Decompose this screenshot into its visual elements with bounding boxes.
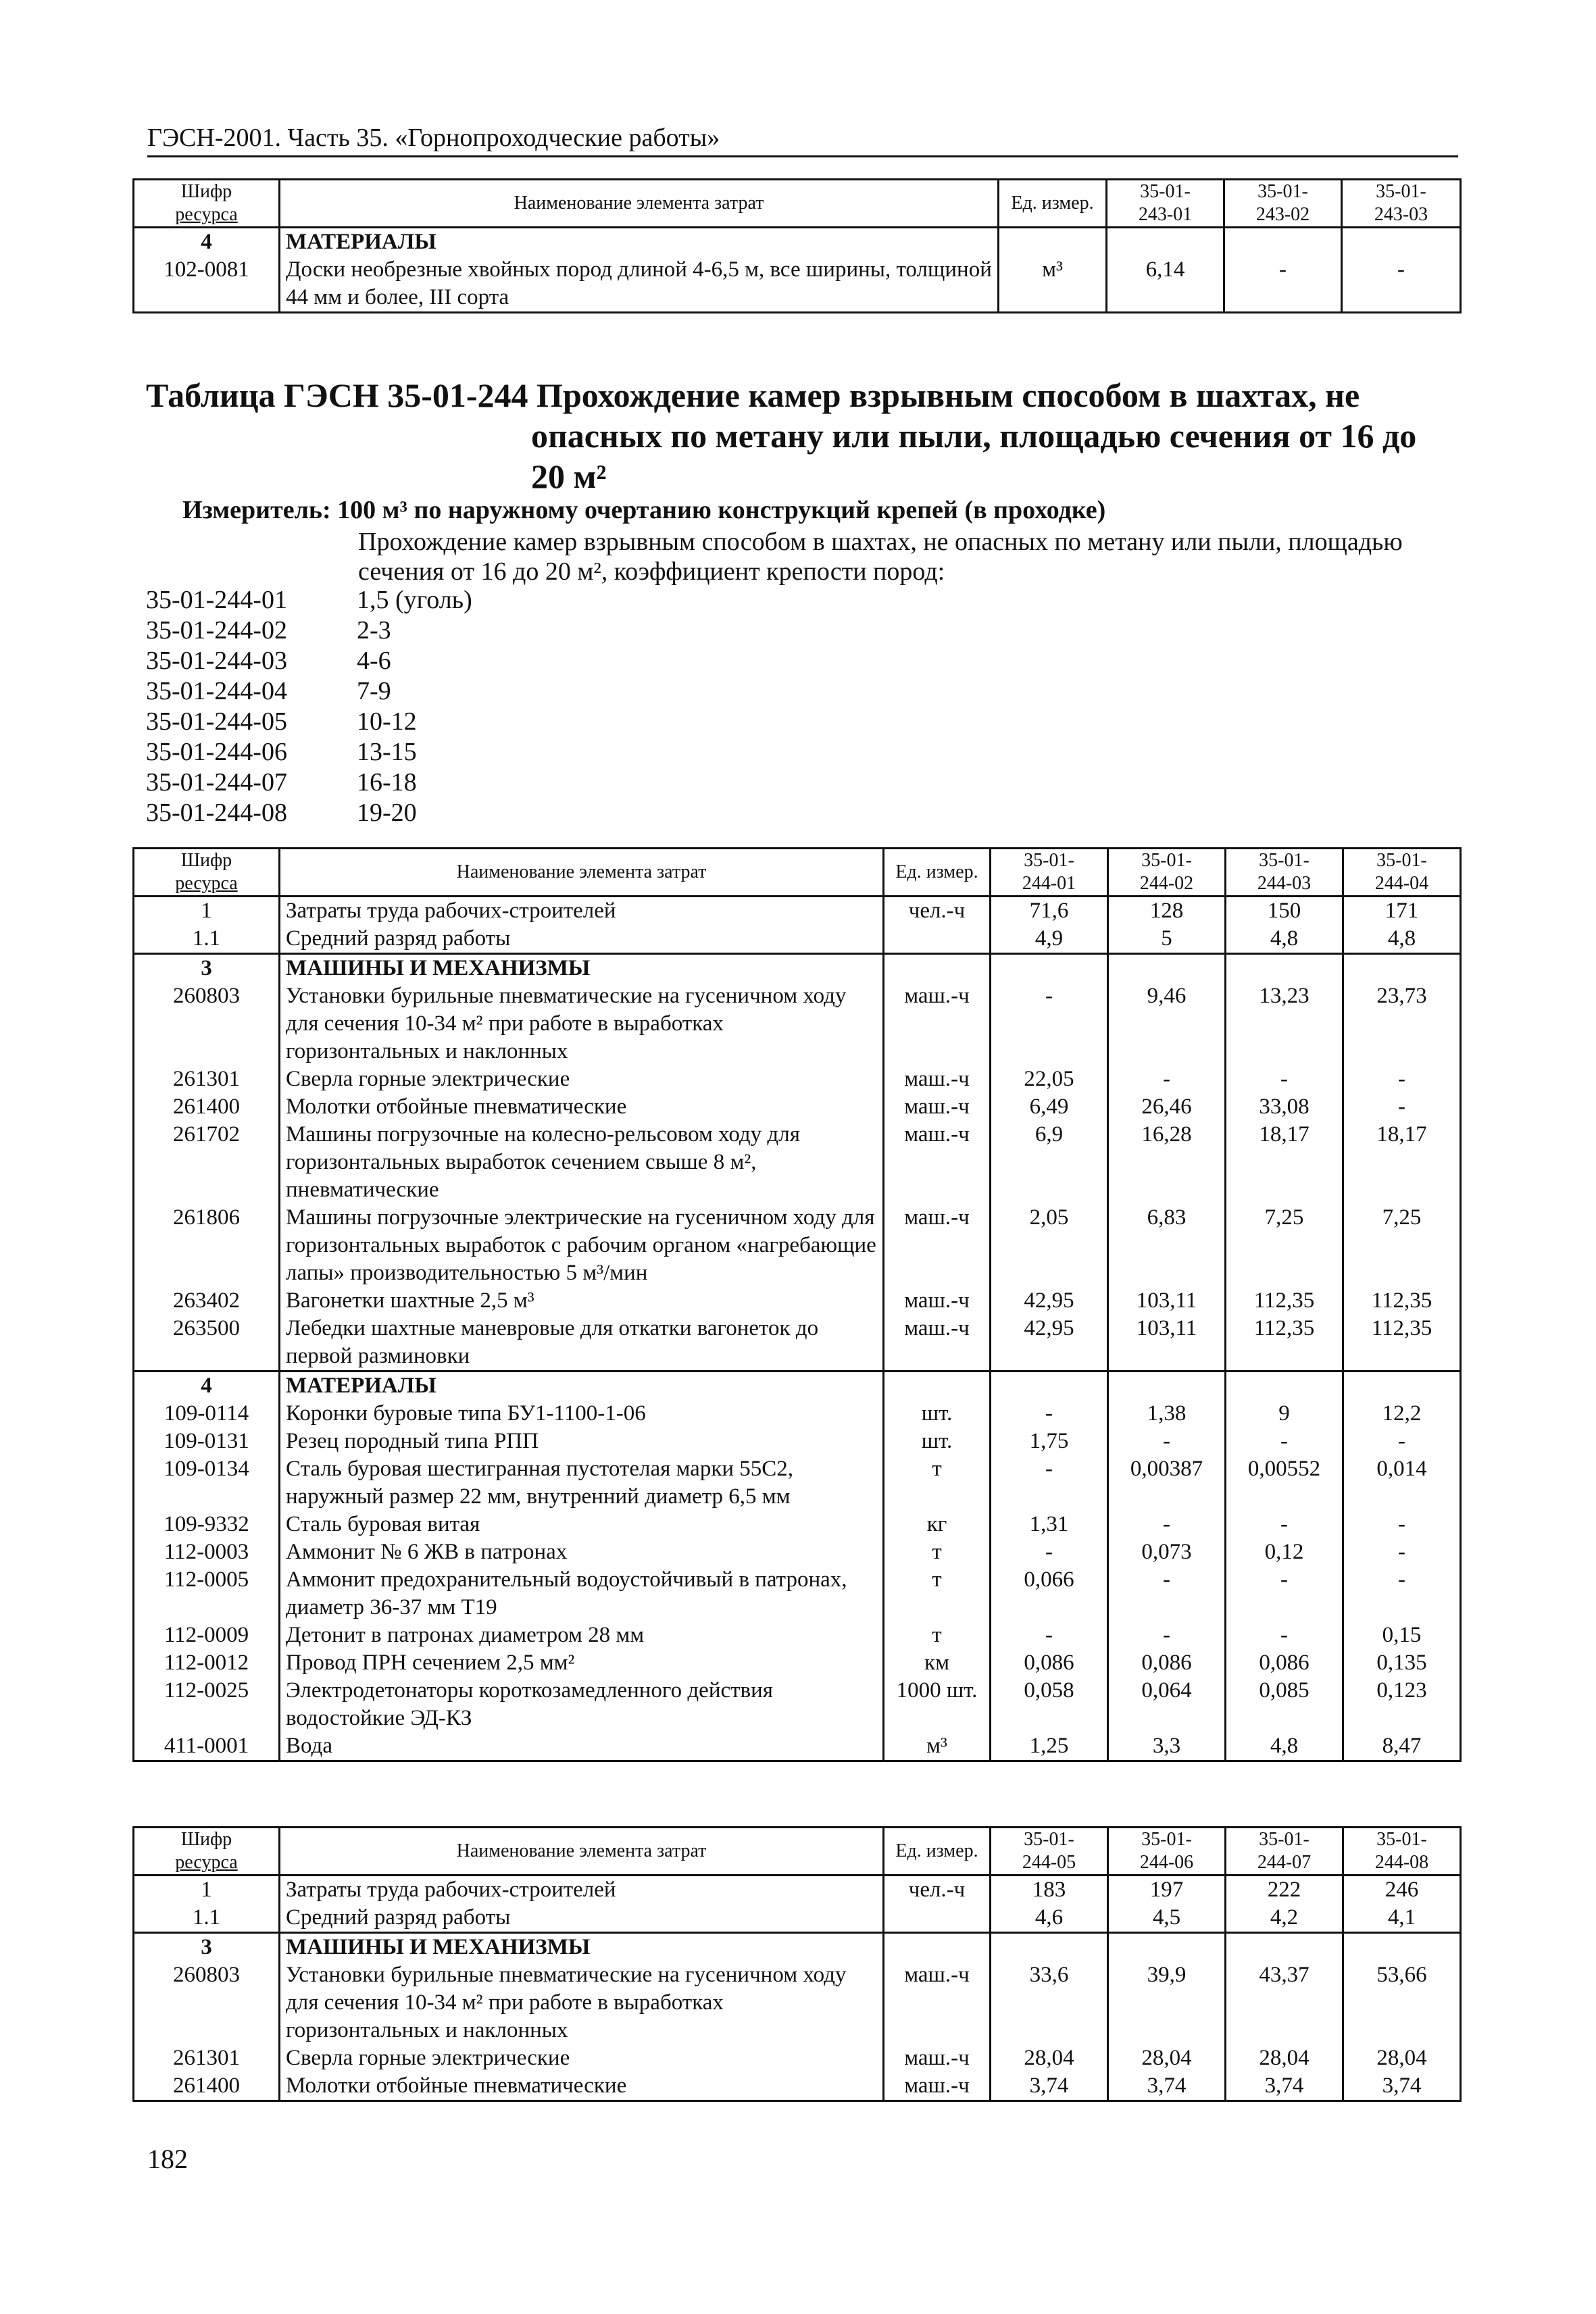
unit: маш.-ч: [884, 1204, 991, 1287]
value-cell: 39,9: [1108, 1961, 1226, 2044]
value-cell: 7,25: [1343, 1204, 1461, 1287]
resource-code: 260803: [134, 982, 280, 1065]
unit: [884, 1372, 991, 1401]
value-cell: [991, 954, 1108, 983]
unit: [884, 1904, 991, 1933]
col-header-variant: 35-01- 244-06: [1108, 1828, 1226, 1876]
value-cell: 0,12: [1226, 1538, 1343, 1566]
resource-code: 109-9332: [134, 1511, 280, 1538]
value-cell: -: [1108, 1428, 1226, 1455]
table-row: [134, 256, 1461, 313]
table-header-row: [134, 1828, 1461, 1876]
col-header-unit: Ед. измер.: [999, 180, 1107, 228]
value-cell: 43,37: [1226, 1961, 1343, 2044]
table-title-line2: опасных по метану или пыли, площадью сечения от 16 до 20 м²: [531, 417, 1417, 495]
measurer: Измеритель: 100 м³ по наружному очертанию конструкций крепей (в проходке): [182, 496, 1106, 524]
value-cell: 0,058: [991, 1677, 1108, 1732]
resource-code: 112-0005: [134, 1566, 280, 1621]
table-header-row: [134, 849, 1461, 897]
value-cell: -: [991, 982, 1108, 1065]
unit: чел.-ч: [884, 897, 991, 926]
resource-name: Установки бурильные пневматические на гусеничном ходу для сечения 10-34 м² при работе в выработках горизонтальных и наклонных: [280, 982, 884, 1065]
variant-code: 35-01-244-04: [146, 677, 287, 705]
resource-name: Машины погрузочные электрические на гусеничном ходу для горизонтальных выработок с рабочим органом «нагребающие лапы» производительностью 5 м³/мин: [280, 1204, 884, 1287]
value-cell: 4,8: [1226, 1732, 1343, 1761]
resource-name: Аммонит № 6 ЖВ в патронах: [280, 1538, 884, 1566]
unit: маш.-ч: [884, 1093, 991, 1121]
value-cell: -: [1226, 1428, 1343, 1455]
value-cell: 128: [1108, 897, 1226, 926]
variant-item: [146, 798, 472, 828]
resource-name: Электродетонаторы короткозамедленного действия водостойкие ЭД-КЗ: [280, 1677, 884, 1732]
value-cell: 3,74: [1108, 2072, 1226, 2101]
value-cell: -: [991, 1538, 1108, 1566]
resource-name: Резец породный типа РПП: [280, 1428, 884, 1455]
value-cell: 4,5: [1108, 1904, 1226, 1933]
variant-item: [146, 646, 472, 676]
resource-code: 109-0114: [134, 1400, 280, 1428]
value-cell: 1,31: [991, 1511, 1108, 1538]
unit: м³: [999, 256, 1107, 313]
variant-item: [146, 768, 472, 798]
variant-code: 35-01-244-02: [146, 616, 287, 645]
value-cell: 0,135: [1343, 1649, 1461, 1677]
unit: маш.-ч: [884, 1121, 991, 1204]
resource-code: 109-0134: [134, 1455, 280, 1511]
resource-code: 102-0081: [134, 256, 280, 313]
variant-item: [146, 585, 472, 615]
resource-name: Средний разряд работы: [280, 925, 884, 954]
value-cell: 53,66: [1343, 1961, 1461, 2044]
variants-list: [146, 585, 472, 828]
resource-name: МАТЕРИАЛЫ: [280, 1372, 884, 1401]
value-cell: 18,17: [1343, 1121, 1461, 1204]
resource-name: Провод ПРН сечением 2,5 мм²: [280, 1649, 884, 1677]
resource-name: МАТЕРИАЛЫ: [280, 228, 999, 257]
unit: [999, 228, 1107, 257]
variant-code: 35-01-244-03: [146, 647, 287, 675]
resource-code: 261806: [134, 1204, 280, 1287]
resource-name: Затраты труда рабочих-строителей: [280, 897, 884, 926]
variant-value: 19-20: [357, 799, 417, 827]
unit: кг: [884, 1511, 991, 1538]
resource-code: 261301: [134, 2044, 280, 2072]
value-cell: 6,14: [1107, 256, 1224, 313]
variant-value: 13-15: [357, 738, 417, 766]
variant-code: 35-01-244-05: [146, 707, 287, 736]
unit: чел.-ч: [884, 1876, 991, 1905]
resource-code: 260803: [134, 1961, 280, 2044]
value-cell: -: [991, 1455, 1108, 1511]
resource-name: Вагонетки шахтные 2,5 м³: [280, 1287, 884, 1315]
value-cell: 13,23: [1226, 982, 1343, 1065]
resource-code: 1.1: [134, 1904, 280, 1933]
value-cell: 0,086: [1226, 1649, 1343, 1677]
resource-code: 112-0012: [134, 1649, 280, 1677]
value-cell: 28,04: [991, 2044, 1108, 2072]
col-header-code: Шифр ресурса: [134, 849, 280, 897]
value-cell: 0,15: [1343, 1621, 1461, 1649]
table-row: [134, 1933, 1461, 1962]
resource-name: Лебедки шахтные маневровые для откатки вагонеток до первой разминовки: [280, 1315, 884, 1372]
value-cell: 28,04: [1108, 2044, 1226, 2072]
value-cell: 112,35: [1226, 1287, 1343, 1315]
value-cell: 0,123: [1343, 1677, 1461, 1732]
col-header-variant: 35-01- 243-03: [1342, 180, 1461, 228]
value-cell: 42,95: [991, 1287, 1108, 1315]
value-cell: 1,25: [991, 1732, 1108, 1761]
value-cell: 112,35: [1343, 1315, 1461, 1372]
resource-name: Сверла горные электрические: [280, 2044, 884, 2072]
col-header-variant: 35-01- 243-01: [1107, 180, 1224, 228]
value-cell: 3,74: [1226, 2072, 1343, 2101]
unit: т: [884, 1621, 991, 1649]
resource-code: 4: [134, 1372, 280, 1401]
value-cell: 71,6: [991, 897, 1108, 926]
value-cell: 0,086: [991, 1649, 1108, 1677]
value-cell: 6,9: [991, 1121, 1108, 1204]
table-row: [134, 2072, 1461, 2101]
value-cell: 9: [1226, 1400, 1343, 1428]
resource-code: 1: [134, 1876, 280, 1905]
table-row: [134, 1065, 1461, 1093]
value-cell: 197: [1108, 1876, 1226, 1905]
value-cell: 0,064: [1108, 1677, 1226, 1732]
value-cell: 4,1: [1343, 1904, 1461, 1933]
resource-name: Затраты труда рабочих-строителей: [280, 1876, 884, 1905]
value-cell: 4,9: [991, 925, 1108, 954]
value-cell: 26,46: [1108, 1093, 1226, 1121]
value-cell: -: [1226, 1566, 1343, 1621]
unit: м³: [884, 1732, 991, 1761]
value-cell: -: [1108, 1621, 1226, 1649]
value-cell: -: [1226, 1511, 1343, 1538]
value-cell: 103,11: [1108, 1287, 1226, 1315]
table-row: [134, 1121, 1461, 1204]
table-row: [134, 925, 1461, 954]
unit: маш.-ч: [884, 2072, 991, 2101]
col-header-variant: 35-01- 244-05: [991, 1828, 1108, 1876]
col-header-code: Шифр ресурса: [134, 1828, 280, 1876]
cost-table-2: [132, 1826, 1462, 2102]
unit: т: [884, 1566, 991, 1621]
value-cell: 28,04: [1343, 2044, 1461, 2072]
unit: [884, 1933, 991, 1962]
table-row: [134, 1904, 1461, 1933]
value-cell: -: [1108, 1511, 1226, 1538]
unit: шт.: [884, 1428, 991, 1455]
value-cell: -: [1343, 1093, 1461, 1121]
table-row: [134, 1400, 1461, 1428]
col-header-name: Наименование элемента затрат: [280, 180, 999, 228]
unit: км: [884, 1649, 991, 1677]
value-cell: 3,74: [991, 2072, 1108, 2101]
col-header-variant: 35-01- 244-07: [1226, 1828, 1343, 1876]
resource-code: 411-0001: [134, 1732, 280, 1761]
value-cell: 112,35: [1226, 1315, 1343, 1372]
variant-code: 35-01-244-01: [146, 586, 287, 614]
table-row: [134, 1093, 1461, 1121]
value-cell: -: [1343, 1065, 1461, 1093]
col-header-name: Наименование элемента затрат: [280, 1828, 884, 1876]
value-cell: -: [991, 1400, 1108, 1428]
resource-name: Сверла горные электрические: [280, 1065, 884, 1093]
value-cell: 1,38: [1108, 1400, 1226, 1428]
table-row: [134, 1287, 1461, 1315]
resource-code: 112-0025: [134, 1677, 280, 1732]
table-row: [134, 1677, 1461, 1732]
resource-code: 109-0131: [134, 1428, 280, 1455]
resource-code: 4: [134, 228, 280, 257]
variant-item: [146, 707, 472, 737]
resource-name: Установки бурильные пневматические на гусеничном ходу для сечения 10-34 м² при работе в выработках горизонтальных и наклонных: [280, 1961, 884, 2044]
unit: [884, 925, 991, 954]
resource-code: 3: [134, 1933, 280, 1962]
table-row: [134, 1511, 1461, 1538]
value-cell: [1108, 954, 1226, 983]
table-row: [134, 1876, 1461, 1905]
value-cell: [1224, 228, 1342, 257]
table-row: [134, 1649, 1461, 1677]
resource-name: Доски необрезные хвойных пород длиной 4-6,5 м, все ширины, толщиной 44 мм и более, III сорта: [280, 256, 999, 313]
value-cell: 7,25: [1226, 1204, 1343, 1287]
resource-code: 263500: [134, 1315, 280, 1372]
resource-name: Машины погрузочные на колесно-рельсовом ходу для горизонтальных выработок сечением свыше 8 м², пневматические: [280, 1121, 884, 1204]
resource-name: Детонит в патронах диаметром 28 мм: [280, 1621, 884, 1649]
unit: маш.-ч: [884, 982, 991, 1065]
resource-code: 3: [134, 954, 280, 983]
col-header-code: Шифр ресурса: [134, 180, 280, 228]
value-cell: 0,085: [1226, 1677, 1343, 1732]
value-cell: 12,2: [1343, 1400, 1461, 1428]
table-row: [134, 954, 1461, 983]
resource-code: 112-0003: [134, 1538, 280, 1566]
value-cell: [1343, 954, 1461, 983]
table-row: [134, 1204, 1461, 1287]
resource-code: 112-0009: [134, 1621, 280, 1649]
value-cell: -: [1342, 256, 1461, 313]
table-row: [134, 897, 1461, 926]
value-cell: 112,35: [1343, 1287, 1461, 1315]
value-cell: 150: [1226, 897, 1343, 926]
resource-code: 1.1: [134, 925, 280, 954]
table-row: [134, 1315, 1461, 1372]
table-header-row: [134, 180, 1461, 228]
resource-name: Молотки отбойные пневматические: [280, 2072, 884, 2101]
variant-value: 7-9: [357, 677, 391, 705]
variant-item: [146, 737, 472, 768]
value-cell: 0,073: [1108, 1538, 1226, 1566]
value-cell: 4,8: [1343, 925, 1461, 954]
resource-name: Сталь буровая витая: [280, 1511, 884, 1538]
value-cell: -: [1343, 1538, 1461, 1566]
resource-name: Вода: [280, 1732, 884, 1761]
variant-code: 35-01-244-06: [146, 738, 287, 766]
variant-code: 35-01-244-07: [146, 768, 287, 797]
value-cell: 2,05: [991, 1204, 1108, 1287]
table-row: [134, 1621, 1461, 1649]
unit: маш.-ч: [884, 1315, 991, 1372]
resource-name: Молотки отбойные пневматические: [280, 1093, 884, 1121]
col-header-unit: Ед. измер.: [884, 849, 991, 897]
table-row: [134, 1455, 1461, 1511]
value-cell: 8,47: [1343, 1732, 1461, 1761]
value-cell: [1108, 1933, 1226, 1962]
value-cell: 4,8: [1226, 925, 1343, 954]
top-cost-table: [132, 178, 1462, 313]
unit: маш.-ч: [884, 2044, 991, 2072]
value-cell: 4,2: [1226, 1904, 1343, 1933]
table-row: [134, 982, 1461, 1065]
value-cell: 23,73: [1343, 982, 1461, 1065]
table-row: [134, 2044, 1461, 2072]
resource-name: Сталь буровая шестигранная пустотелая марки 55С2, наружный размер 22 мм, внутренний диаметр 6,5 мм: [280, 1455, 884, 1511]
value-cell: 246: [1343, 1876, 1461, 1905]
value-cell: 183: [991, 1876, 1108, 1905]
variant-value: 2-3: [357, 616, 391, 645]
resource-code: 261702: [134, 1121, 280, 1204]
value-cell: 9,46: [1108, 982, 1226, 1065]
value-cell: 171: [1343, 897, 1461, 926]
unit: [884, 954, 991, 983]
value-cell: 18,17: [1226, 1121, 1343, 1204]
unit: шт.: [884, 1400, 991, 1428]
resource-code: 261400: [134, 1093, 280, 1121]
description: Прохождение камер взрывным способом в шахтах, не опасных по метану или пыли, площадью сечения от 16 до 20 м², коэффициент крепости пород:: [358, 528, 1403, 586]
value-cell: -: [1343, 1566, 1461, 1621]
table-row: [134, 1538, 1461, 1566]
table-title-line1: Таблица ГЭСН 35-01-244 Прохождение камер взрывным способом в шахтах, не: [146, 376, 1360, 414]
value-cell: [991, 1372, 1108, 1401]
value-cell: 0,00387: [1108, 1455, 1226, 1511]
table-row: [134, 228, 1461, 257]
variant-item: [146, 676, 472, 707]
value-cell: 3,74: [1343, 2072, 1461, 2101]
col-header-name: Наименование элемента затрат: [280, 849, 884, 897]
col-header-variant: 35-01- 244-03: [1226, 849, 1343, 897]
value-cell: [1226, 1372, 1343, 1401]
value-cell: -: [1226, 1621, 1343, 1649]
resource-code: 263402: [134, 1287, 280, 1315]
variant-value: 1,5 (уголь): [357, 586, 472, 614]
variant-value: 16-18: [357, 768, 417, 797]
resource-name: МАШИНЫ И МЕХАНИЗМЫ: [280, 954, 884, 983]
running-head: ГЭСН-2001. Часть 35. «Горнопроходческие работы»: [147, 122, 1458, 157]
table-title: [146, 375, 1430, 497]
value-cell: -: [1108, 1566, 1226, 1621]
value-cell: 6,83: [1108, 1204, 1226, 1287]
unit: т: [884, 1538, 991, 1566]
value-cell: -: [991, 1621, 1108, 1649]
col-header-variant: 35-01- 244-01: [991, 849, 1108, 897]
value-cell: -: [1226, 1065, 1343, 1093]
value-cell: -: [1224, 256, 1342, 313]
table-row: [134, 1732, 1461, 1761]
value-cell: [1226, 954, 1343, 983]
col-header-variant: 35-01- 244-08: [1343, 1828, 1461, 1876]
unit: маш.-ч: [884, 1961, 991, 2044]
value-cell: -: [1343, 1511, 1461, 1538]
variant-code: 35-01-244-08: [146, 799, 287, 827]
value-cell: 33,6: [991, 1961, 1108, 2044]
value-cell: [991, 1933, 1108, 1962]
value-cell: 1,75: [991, 1428, 1108, 1455]
value-cell: [1107, 228, 1224, 257]
variant-value: 10-12: [357, 707, 417, 736]
col-header-variant: 35-01- 243-02: [1224, 180, 1342, 228]
value-cell: [1343, 1372, 1461, 1401]
value-cell: 3,3: [1108, 1732, 1226, 1761]
value-cell: [1108, 1372, 1226, 1401]
resource-code: 261301: [134, 1065, 280, 1093]
table-row: [134, 1372, 1461, 1401]
resource-name: Коронки буровые типа БУ1-1100-1-06: [280, 1400, 884, 1428]
col-header-variant: 35-01- 244-04: [1343, 849, 1461, 897]
value-cell: -: [1108, 1065, 1226, 1093]
value-cell: 33,08: [1226, 1093, 1343, 1121]
unit: 1000 шт.: [884, 1677, 991, 1732]
value-cell: 22,05: [991, 1065, 1108, 1093]
value-cell: 16,28: [1108, 1121, 1226, 1204]
value-cell: 42,95: [991, 1315, 1108, 1372]
unit: маш.-ч: [884, 1065, 991, 1093]
unit: т: [884, 1455, 991, 1511]
value-cell: [1342, 228, 1461, 257]
resource-code: 1: [134, 897, 280, 926]
resource-name: Аммонит предохранительный водоустойчивый в патронах, диаметр 36-37 мм Т19: [280, 1566, 884, 1621]
value-cell: 0,00552: [1226, 1455, 1343, 1511]
value-cell: 4,6: [991, 1904, 1108, 1933]
value-cell: [1343, 1933, 1461, 1962]
resource-name: МАШИНЫ И МЕХАНИЗМЫ: [280, 1933, 884, 1962]
variant-value: 4-6: [357, 647, 391, 675]
col-header-variant: 35-01- 244-02: [1108, 849, 1226, 897]
value-cell: 28,04: [1226, 2044, 1343, 2072]
resource-name: Средний разряд работы: [280, 1904, 884, 1933]
value-cell: 5: [1108, 925, 1226, 954]
value-cell: 103,11: [1108, 1315, 1226, 1372]
value-cell: 222: [1226, 1876, 1343, 1905]
page-number: 182: [147, 2144, 188, 2174]
variant-item: [146, 615, 472, 646]
value-cell: 6,49: [991, 1093, 1108, 1121]
table-row: [134, 1428, 1461, 1455]
value-cell: 0,086: [1108, 1649, 1226, 1677]
resource-code: 261400: [134, 2072, 280, 2101]
unit: маш.-ч: [884, 1287, 991, 1315]
cost-table-1: [132, 847, 1462, 1762]
table-row: [134, 1566, 1461, 1621]
value-cell: -: [1343, 1428, 1461, 1455]
value-cell: 0,066: [991, 1566, 1108, 1621]
value-cell: 0,014: [1343, 1455, 1461, 1511]
table-row: [134, 1961, 1461, 2044]
col-header-unit: Ед. измер.: [884, 1828, 991, 1876]
value-cell: [1226, 1933, 1343, 1962]
